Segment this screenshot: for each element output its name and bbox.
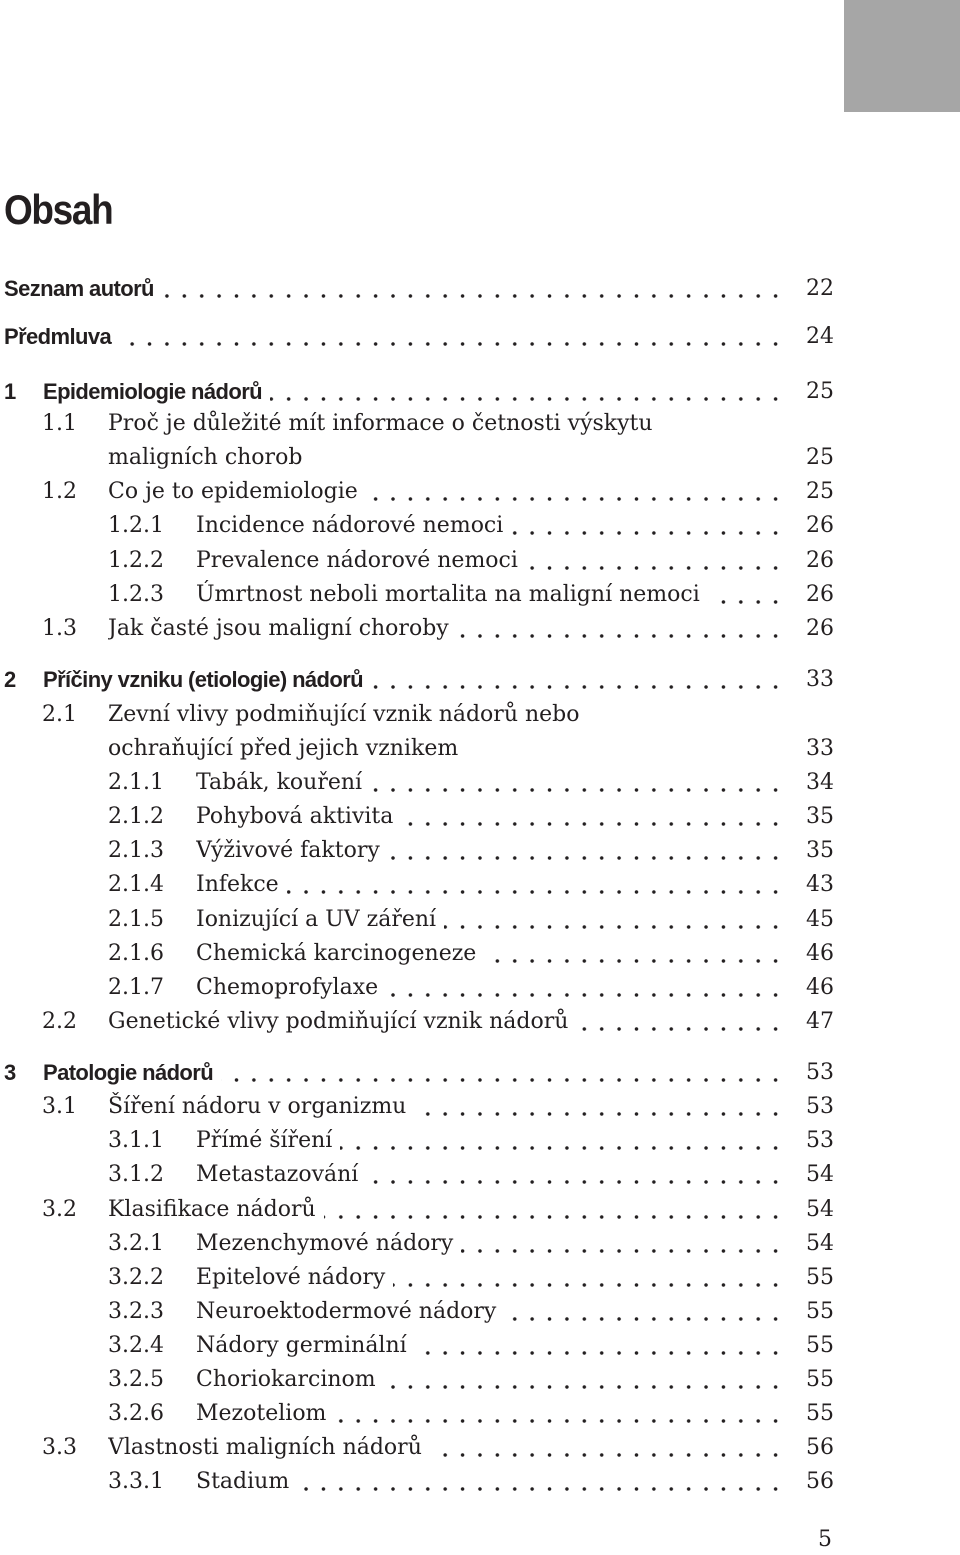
toc-entry-number: 2.1.1 — [108, 770, 164, 795]
toc-entry — [0, 1090, 960, 1124]
toc-entry-page: 53 — [806, 1060, 834, 1085]
toc-entry — [0, 868, 960, 902]
toc-entry-number: 3.2.1 — [108, 1231, 164, 1256]
toc-entry-page: 55 — [806, 1299, 834, 1324]
toc-entry — [0, 903, 960, 937]
toc-entry-title: Metastazování — [196, 1162, 366, 1187]
toc-entry-number: 2.1.5 — [108, 907, 164, 932]
toc-entry-number: 1.1 — [42, 411, 77, 436]
toc-entry-number: 1 — [4, 379, 16, 404]
toc-entry-number: 3.2.3 — [108, 1299, 164, 1324]
toc-entry — [0, 663, 960, 697]
toc-entry — [0, 698, 960, 732]
toc-entry-page: 26 — [806, 616, 834, 641]
toc-entry-page: 45 — [806, 907, 834, 932]
toc-entry — [0, 441, 960, 475]
toc-entry — [0, 1005, 960, 1039]
toc-entry — [0, 1261, 960, 1295]
toc-entry-page: 53 — [806, 1128, 834, 1153]
toc-entry — [0, 320, 960, 354]
toc-entry-title: Co je to epidemiologie — [108, 479, 366, 504]
toc-entry-title: Choriokarcinom — [196, 1367, 384, 1392]
toc-entry-page: 22 — [806, 276, 834, 301]
toc-entry-page: 54 — [806, 1197, 834, 1222]
toc-entry-number: 3.2 — [42, 1197, 77, 1222]
toc-entry-title: Příčiny vzniku (etiologie) nádorů — [43, 667, 371, 692]
toc-entry — [0, 475, 960, 509]
toc-entry-title: Šíření nádoru v organizmu — [108, 1094, 414, 1119]
toc-entry-title: Mezenchymové nádory — [196, 1231, 461, 1256]
toc-entry-number: 1.2 — [42, 479, 77, 504]
toc-entry-title: Jak časté jsou maligní choroby — [108, 616, 457, 641]
toc-entry-title: Ionizující a UV záření — [196, 907, 444, 932]
toc-entry — [0, 1431, 960, 1465]
toc-entry — [0, 407, 960, 441]
toc-entry-page: 25 — [806, 379, 834, 404]
toc-entry — [0, 1363, 960, 1397]
toc-entry-title: Výživové faktory — [196, 838, 388, 863]
toc-entry-title: Prevalence nádorové nemoci — [196, 548, 526, 573]
toc-entry-number: 1.2.2 — [108, 548, 164, 573]
toc-entry-number: 2.1 — [42, 702, 77, 727]
toc-entry-title: Mezoteliom — [196, 1401, 334, 1426]
toc-entry-number: 3.1.1 — [108, 1128, 164, 1153]
toc-entry-number: 3.2.4 — [108, 1333, 164, 1358]
toc-entry-number: 2.1.4 — [108, 872, 164, 897]
toc-entry — [0, 612, 960, 646]
toc-entry-title: Vlastnosti maligních nádorů — [108, 1435, 430, 1460]
toc-entry — [0, 1295, 960, 1329]
toc-entry — [0, 509, 960, 543]
toc-entry-number: 1.3 — [42, 616, 77, 641]
toc-entry-title: Nádory germinální — [196, 1333, 415, 1358]
toc-entry-page: 33 — [806, 667, 834, 692]
toc-entry — [0, 544, 960, 578]
toc-entry-number: 3.2.2 — [108, 1265, 164, 1290]
toc-entry-number: 1.2.3 — [108, 582, 164, 607]
toc-entry-title: Tabák, kouření — [196, 770, 370, 795]
toc-entry-title: Epitelové nádory — [196, 1265, 393, 1290]
toc-entry-number: 3.1.2 — [108, 1162, 164, 1187]
toc-entry-title: Infekce — [196, 872, 287, 897]
toc-entry-page: 34 — [806, 770, 834, 795]
toc-entry-page: 56 — [806, 1435, 834, 1460]
toc-entry-page: 26 — [806, 513, 834, 538]
toc-entry-number: 3.1 — [42, 1094, 77, 1119]
toc-entry-page: 53 — [806, 1094, 834, 1119]
toc-entry-number: 2 — [4, 667, 16, 692]
toc-entry — [0, 1397, 960, 1431]
toc-entry-page: 24 — [806, 324, 834, 349]
toc-entry-title: Zevní vlivy podmiňující vznik nádorů nebo — [108, 702, 588, 727]
toc-entry-page: 55 — [806, 1265, 834, 1290]
toc-entry-title: Stadium — [196, 1469, 297, 1494]
toc-entry-page: 56 — [806, 1469, 834, 1494]
toc-entry-number: 2.1.3 — [108, 838, 164, 863]
toc-entry-page: 46 — [806, 941, 834, 966]
toc-entry-number: 1.2.1 — [108, 513, 164, 538]
toc-entry-title: Úmrtnost neboli mortalita na maligní nemoci — [196, 582, 708, 607]
toc-entry-number: 2.1.2 — [108, 804, 164, 829]
page-number: 5 — [818, 1527, 832, 1552]
toc-entry-page: 33 — [806, 736, 834, 761]
toc-entry-title: Přímé šíření — [196, 1128, 340, 1153]
toc-entry — [0, 800, 960, 834]
toc-entry-page: 54 — [806, 1231, 834, 1256]
toc-entry-page: 55 — [806, 1333, 834, 1358]
toc-entry-number: 3 — [4, 1060, 16, 1085]
toc-entry-title: Pohybová aktivita — [196, 804, 401, 829]
toc-entry-title: Proč je důležité mít informace o četnosti výskytu — [108, 411, 661, 436]
toc-entry-page: 47 — [806, 1009, 834, 1034]
toc-entry-title: Seznam autorů — [4, 276, 162, 301]
toc-entry-title: Chemoprofylaxe — [196, 975, 386, 1000]
toc-entry-page: 35 — [806, 804, 834, 829]
toc-entry — [0, 578, 960, 612]
toc-entry-number: 2.1.7 — [108, 975, 164, 1000]
toc-entry — [0, 1158, 960, 1192]
toc-entry-number: 3.2.6 — [108, 1401, 164, 1426]
toc-entry — [0, 272, 960, 306]
toc-entry — [0, 834, 960, 868]
toc-entry-page: 46 — [806, 975, 834, 1000]
toc-entry — [0, 766, 960, 800]
toc-entry-title: Incidence nádorové nemoci — [196, 513, 511, 538]
toc-entry-title: maligních chorob — [108, 445, 310, 470]
toc-entry-title: Patologie nádorů — [43, 1060, 221, 1085]
toc-entry-title: Genetické vlivy podmiňující vznik nádorů — [108, 1009, 576, 1034]
toc-entry-title: Epidemiologie nádorů — [43, 379, 270, 404]
toc-entry — [0, 1124, 960, 1158]
toc-entry-page: 43 — [806, 872, 834, 897]
toc-entry-number: 3.3.1 — [108, 1469, 164, 1494]
toc-entry-title: Klasifikace nádorů — [108, 1197, 324, 1222]
toc-entry — [0, 1056, 960, 1090]
toc-entry — [0, 375, 960, 409]
toc-entry-number: 2.2 — [42, 1009, 77, 1034]
toc-entry-title: ochraňující před jejich vznikem — [108, 736, 466, 761]
toc-entry — [0, 732, 960, 766]
toc-entry-page: 55 — [806, 1401, 834, 1426]
toc-entry-page: 26 — [806, 582, 834, 607]
toc-entry — [0, 1329, 960, 1363]
toc-entry-number: 3.2.5 — [108, 1367, 164, 1392]
toc-entry-page: 55 — [806, 1367, 834, 1392]
toc-entry-number: 3.3 — [42, 1435, 77, 1460]
page-title: Obsah — [4, 186, 113, 233]
toc-entry-page: 54 — [806, 1162, 834, 1187]
toc-entry-page: 35 — [806, 838, 834, 863]
toc-entry — [0, 971, 960, 1005]
toc-entry-title: Předmluva — [4, 324, 119, 349]
toc-entry — [0, 1465, 960, 1499]
toc-entry-page: 25 — [806, 479, 834, 504]
toc-entry-page: 25 — [806, 445, 834, 470]
toc-entry-title: Neuroektodermové nádory — [196, 1299, 504, 1324]
toc-entry — [0, 937, 960, 971]
toc-entry-page: 26 — [806, 548, 834, 573]
toc-entry — [0, 1193, 960, 1227]
toc-entry — [0, 1227, 960, 1261]
toc-entry-title: Chemická karcinogeneze — [196, 941, 484, 966]
toc-entry-number: 2.1.6 — [108, 941, 164, 966]
